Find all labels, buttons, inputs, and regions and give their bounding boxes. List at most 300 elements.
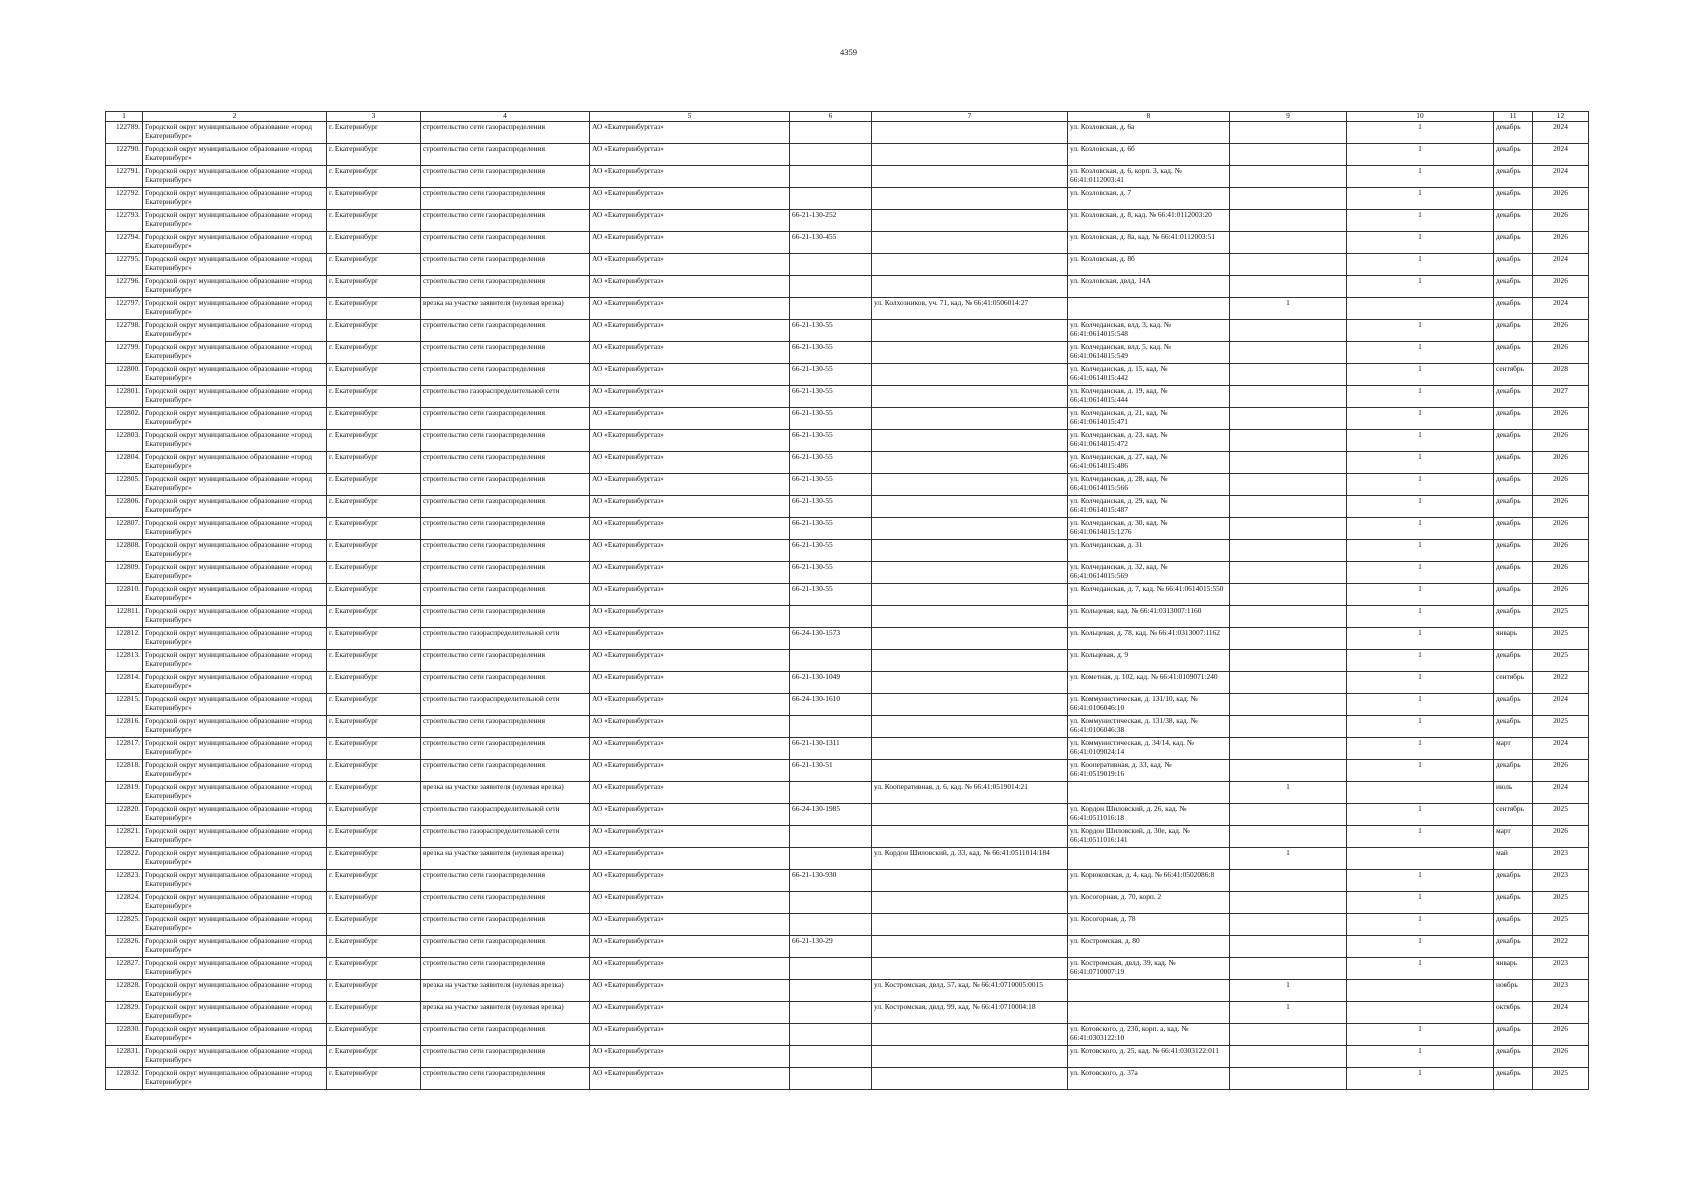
cell-row-number: 122790. — [106, 144, 143, 166]
cell-network-address: ул. Козловская, д. 7 — [1068, 188, 1230, 210]
table-row — [106, 1068, 1589, 1090]
cell-applicant-address — [872, 826, 1068, 848]
cell-permit-number — [790, 276, 872, 298]
cell-settlement: г. Екатеринбург — [327, 870, 421, 892]
cell-zero-tie-in-count — [1230, 870, 1347, 892]
cell-network-address: ул. Косогорная, д. 78 — [1068, 914, 1230, 936]
table-row — [106, 540, 1589, 562]
cell-network-address: ул. Козловская, д. 6, корп. 3, кад. № 66:41:0112003:41 — [1068, 166, 1230, 188]
column-header: 3 — [327, 112, 421, 122]
cell-applicant-address — [872, 628, 1068, 650]
cell-month: декабрь — [1494, 562, 1533, 584]
cell-network-count: 1 — [1347, 760, 1494, 782]
cell-year: 2026 — [1533, 408, 1589, 430]
cell-work-type: строительство сети газораспределения — [421, 232, 590, 254]
cell-municipality: Городской округ муниципальное образование «город Екатеринбург» — [143, 826, 327, 848]
cell-month: декабрь — [1494, 606, 1533, 628]
cell-permit-number: 66-21-130-55 — [790, 364, 872, 386]
cell-permit-number — [790, 914, 872, 936]
cell-network-address: ул. Колчеданская, д. 27, кад. № 66:41:0614015:486 — [1068, 452, 1230, 474]
cell-applicant-address — [872, 760, 1068, 782]
cell-network-address: ул. Кордон Шиловский, д. 30е, кад. № 66:41:0511016:141 — [1068, 826, 1230, 848]
cell-permit-number: 66-21-130-55 — [790, 562, 872, 584]
cell-zero-tie-in-count — [1230, 760, 1347, 782]
cell-applicant-address — [872, 1046, 1068, 1068]
cell-month: май — [1494, 848, 1533, 870]
cell-settlement: г. Екатеринбург — [327, 936, 421, 958]
cell-settlement: г. Екатеринбург — [327, 474, 421, 496]
cell-applicant-address — [872, 474, 1068, 496]
cell-permit-number: 66-21-130-55 — [790, 584, 872, 606]
table-row — [106, 386, 1589, 408]
cell-organization: АО «Екатеринбурггаз» — [590, 782, 790, 804]
cell-network-count: 1 — [1347, 958, 1494, 980]
cell-row-number: 122801. — [106, 386, 143, 408]
cell-organization: АО «Екатеринбурггаз» — [590, 1002, 790, 1024]
cell-municipality: Городской округ муниципальное образование «город Екатеринбург» — [143, 672, 327, 694]
cell-permit-number: 66-21-130-55 — [790, 408, 872, 430]
cell-year: 2023 — [1533, 870, 1589, 892]
cell-settlement: г. Екатеринбург — [327, 188, 421, 210]
column-header: 7 — [872, 112, 1068, 122]
cell-organization: АО «Екатеринбурггаз» — [590, 342, 790, 364]
table-row — [106, 804, 1589, 826]
cell-municipality: Городской округ муниципальное образование «город Екатеринбург» — [143, 540, 327, 562]
cell-network-address: ул. Котовского, д. 25, кад. № 66:41:0303122:011 — [1068, 1046, 1230, 1068]
cell-year: 2024 — [1533, 254, 1589, 276]
table-row — [106, 320, 1589, 342]
cell-zero-tie-in-count — [1230, 804, 1347, 826]
cell-municipality: Городской округ муниципальное образование «город Екатеринбург» — [143, 628, 327, 650]
cell-zero-tie-in-count: 1 — [1230, 298, 1347, 320]
cell-year: 2024 — [1533, 122, 1589, 144]
cell-zero-tie-in-count: 1 — [1230, 1002, 1347, 1024]
cell-permit-number — [790, 606, 872, 628]
cell-network-count — [1347, 298, 1494, 320]
cell-work-type: строительство сети газораспределения — [421, 408, 590, 430]
cell-settlement: г. Екатеринбург — [327, 958, 421, 980]
cell-applicant-address — [872, 738, 1068, 760]
cell-permit-number — [790, 1068, 872, 1090]
cell-year: 2025 — [1533, 1068, 1589, 1090]
cell-work-type: строительство сети газораспределения — [421, 562, 590, 584]
cell-month: декабрь — [1494, 1024, 1533, 1046]
cell-settlement: г. Екатеринбург — [327, 518, 421, 540]
column-header: 1 — [106, 112, 143, 122]
page-number: 4359 — [840, 47, 857, 57]
cell-organization: АО «Екатеринбурггаз» — [590, 826, 790, 848]
cell-work-type: строительство сети газораспределения — [421, 958, 590, 980]
cell-applicant-address — [872, 694, 1068, 716]
cell-permit-number — [790, 1024, 872, 1046]
cell-network-count: 1 — [1347, 188, 1494, 210]
cell-settlement: г. Екатеринбург — [327, 738, 421, 760]
cell-settlement: г. Екатеринбург — [327, 1046, 421, 1068]
cell-row-number: 122796. — [106, 276, 143, 298]
cell-permit-number — [790, 144, 872, 166]
cell-permit-number: 66-21-130-252 — [790, 210, 872, 232]
cell-applicant-address — [872, 562, 1068, 584]
cell-organization: АО «Екатеринбурггаз» — [590, 1068, 790, 1090]
cell-settlement: г. Екатеринбург — [327, 672, 421, 694]
cell-network-address: ул. Кольцевая, д. 78, кад. № 66:41:0313007:1162 — [1068, 628, 1230, 650]
cell-year: 2026 — [1533, 496, 1589, 518]
cell-work-type: строительство сети газораспределения — [421, 540, 590, 562]
registry-table — [105, 111, 1589, 1090]
cell-applicant-address — [872, 892, 1068, 914]
cell-year: 2023 — [1533, 848, 1589, 870]
cell-row-number: 122825. — [106, 914, 143, 936]
cell-network-address: ул. Козловская, двлд. 14А — [1068, 276, 1230, 298]
cell-network-count: 1 — [1347, 254, 1494, 276]
cell-row-number: 122819. — [106, 782, 143, 804]
cell-month: декабрь — [1494, 1068, 1533, 1090]
cell-settlement: г. Екатеринбург — [327, 430, 421, 452]
cell-network-count: 1 — [1347, 804, 1494, 826]
cell-year: 2025 — [1533, 914, 1589, 936]
cell-network-count: 1 — [1347, 386, 1494, 408]
table-row — [106, 430, 1589, 452]
cell-year: 2025 — [1533, 716, 1589, 738]
cell-permit-number: 66-21-130-55 — [790, 386, 872, 408]
cell-settlement: г. Екатеринбург — [327, 760, 421, 782]
cell-settlement: г. Екатеринбург — [327, 980, 421, 1002]
cell-organization: АО «Екатеринбурггаз» — [590, 210, 790, 232]
cell-organization: АО «Екатеринбурггаз» — [590, 760, 790, 782]
cell-permit-number: 66-21-130-55 — [790, 474, 872, 496]
cell-applicant-address — [872, 716, 1068, 738]
cell-year: 2024 — [1533, 694, 1589, 716]
column-header: 11 — [1494, 112, 1533, 122]
cell-network-address: ул. Кометная, д. 102, кад. № 66:41:0109071:240 — [1068, 672, 1230, 694]
cell-year: 2026 — [1533, 1024, 1589, 1046]
cell-permit-number — [790, 650, 872, 672]
cell-network-count — [1347, 782, 1494, 804]
cell-permit-number — [790, 122, 872, 144]
cell-municipality: Городской округ муниципальное образование «город Екатеринбург» — [143, 320, 327, 342]
cell-year: 2026 — [1533, 562, 1589, 584]
cell-month: декабрь — [1494, 694, 1533, 716]
cell-municipality: Городской округ муниципальное образование «город Екатеринбург» — [143, 144, 327, 166]
cell-network-address: ул. Колчеданская, д. 29, кад. № 66:41:0614015:487 — [1068, 496, 1230, 518]
cell-zero-tie-in-count — [1230, 210, 1347, 232]
cell-organization: АО «Екатеринбурггаз» — [590, 848, 790, 870]
cell-network-address: ул. Колчеданская, влд. 3, кад. № 66:41:0614015:548 — [1068, 320, 1230, 342]
cell-month: декабрь — [1494, 408, 1533, 430]
cell-organization: АО «Екатеринбурггаз» — [590, 694, 790, 716]
cell-network-count: 1 — [1347, 584, 1494, 606]
cell-zero-tie-in-count — [1230, 254, 1347, 276]
column-header: 10 — [1347, 112, 1494, 122]
cell-municipality: Городской округ муниципальное образование «город Екатеринбург» — [143, 958, 327, 980]
cell-year: 2028 — [1533, 364, 1589, 386]
cell-work-type: строительство сети газораспределения — [421, 672, 590, 694]
table-row — [106, 606, 1589, 628]
table-row — [106, 584, 1589, 606]
column-header: 6 — [790, 112, 872, 122]
cell-network-count — [1347, 980, 1494, 1002]
cell-municipality: Городской округ муниципальное образование «город Екатеринбург» — [143, 1024, 327, 1046]
table-row — [106, 496, 1589, 518]
cell-settlement: г. Екатеринбург — [327, 122, 421, 144]
table-row — [106, 408, 1589, 430]
cell-network-address: ул. Коммунистическая, д. 131/38, кад. № 66:41:0106046:38 — [1068, 716, 1230, 738]
cell-applicant-address — [872, 584, 1068, 606]
cell-zero-tie-in-count — [1230, 694, 1347, 716]
cell-settlement: г. Екатеринбург — [327, 166, 421, 188]
table-row — [106, 628, 1589, 650]
cell-organization: АО «Екатеринбурггаз» — [590, 936, 790, 958]
cell-permit-number — [790, 782, 872, 804]
cell-month: декабрь — [1494, 870, 1533, 892]
cell-network-address: ул. Колчеданская, д. 15, кад. № 66:41:0614015:442 — [1068, 364, 1230, 386]
cell-work-type: врезка на участке заявителя (нулевая врезка) — [421, 1002, 590, 1024]
cell-organization: АО «Екатеринбурггаз» — [590, 122, 790, 144]
cell-row-number: 122827. — [106, 958, 143, 980]
cell-municipality: Городской округ муниципальное образование «город Екатеринбург» — [143, 584, 327, 606]
cell-municipality: Городской округ муниципальное образование «город Екатеринбург» — [143, 364, 327, 386]
column-header: 9 — [1230, 112, 1347, 122]
cell-permit-number — [790, 1046, 872, 1068]
cell-work-type: строительство сети газораспределения — [421, 276, 590, 298]
cell-work-type: врезка на участке заявителя (нулевая врезка) — [421, 980, 590, 1002]
cell-permit-number: 66-21-130-55 — [790, 540, 872, 562]
cell-year: 2026 — [1533, 1046, 1589, 1068]
cell-month: март — [1494, 826, 1533, 848]
cell-municipality: Городской округ муниципальное образование «город Екатеринбург» — [143, 914, 327, 936]
cell-month: январь — [1494, 628, 1533, 650]
cell-zero-tie-in-count — [1230, 936, 1347, 958]
cell-month: декабрь — [1494, 496, 1533, 518]
cell-network-address — [1068, 1002, 1230, 1024]
table-row — [106, 188, 1589, 210]
cell-row-number: 122813. — [106, 650, 143, 672]
cell-organization: АО «Екатеринбурггаз» — [590, 320, 790, 342]
table-row — [106, 694, 1589, 716]
cell-municipality: Городской округ муниципальное образование «город Екатеринбург» — [143, 760, 327, 782]
table-row — [106, 474, 1589, 496]
cell-work-type: строительство сети газораспределения — [421, 122, 590, 144]
cell-month: декабрь — [1494, 320, 1533, 342]
table-row — [106, 298, 1589, 320]
cell-month: декабрь — [1494, 188, 1533, 210]
cell-zero-tie-in-count: 1 — [1230, 848, 1347, 870]
cell-work-type: строительство сети газораспределения — [421, 496, 590, 518]
cell-zero-tie-in-count — [1230, 342, 1347, 364]
cell-permit-number — [790, 716, 872, 738]
cell-settlement: г. Екатеринбург — [327, 650, 421, 672]
cell-applicant-address — [872, 210, 1068, 232]
cell-network-address: ул. Козловская, д. 8а, кад. № 66:41:0112003:51 — [1068, 232, 1230, 254]
cell-year: 2025 — [1533, 892, 1589, 914]
cell-network-count: 1 — [1347, 540, 1494, 562]
cell-work-type: строительство сети газораспределения — [421, 738, 590, 760]
cell-permit-number — [790, 298, 872, 320]
cell-work-type: строительство сети газораспределения — [421, 430, 590, 452]
cell-municipality: Городской округ муниципальное образование «город Екатеринбург» — [143, 188, 327, 210]
cell-month: декабрь — [1494, 650, 1533, 672]
cell-zero-tie-in-count — [1230, 166, 1347, 188]
cell-year: 2026 — [1533, 276, 1589, 298]
cell-municipality: Городской округ муниципальное образование «город Екатеринбург» — [143, 386, 327, 408]
cell-month: март — [1494, 738, 1533, 760]
cell-network-count: 1 — [1347, 1046, 1494, 1068]
cell-applicant-address — [872, 144, 1068, 166]
cell-organization: АО «Екатеринбурггаз» — [590, 298, 790, 320]
table-row — [106, 1002, 1589, 1024]
cell-month: декабрь — [1494, 716, 1533, 738]
cell-work-type: строительство сети газораспределения — [421, 892, 590, 914]
cell-network-count: 1 — [1347, 914, 1494, 936]
cell-row-number: 122823. — [106, 870, 143, 892]
cell-zero-tie-in-count — [1230, 386, 1347, 408]
cell-network-address: ул. Кольцевая, д. 9 — [1068, 650, 1230, 672]
cell-row-number: 122795. — [106, 254, 143, 276]
cell-network-address: ул. Колчеданская, д. 7, кад. № 66:41:0614015:550 — [1068, 584, 1230, 606]
cell-municipality: Городской округ муниципальное образование «город Екатеринбург» — [143, 254, 327, 276]
cell-municipality: Городской округ муниципальное образование «город Екатеринбург» — [143, 408, 327, 430]
cell-applicant-address — [872, 936, 1068, 958]
cell-row-number: 122812. — [106, 628, 143, 650]
table-row — [106, 980, 1589, 1002]
cell-network-address: ул. Колчеданская, д. 28, кад. № 66:41:0614015:566 — [1068, 474, 1230, 496]
cell-year: 2024 — [1533, 1002, 1589, 1024]
cell-municipality: Городской округ муниципальное образование «город Екатеринбург» — [143, 804, 327, 826]
cell-settlement: г. Екатеринбург — [327, 694, 421, 716]
cell-row-number: 122802. — [106, 408, 143, 430]
cell-permit-number: 66-24-130-1610 — [790, 694, 872, 716]
cell-network-count: 1 — [1347, 474, 1494, 496]
cell-settlement: г. Екатеринбург — [327, 144, 421, 166]
cell-year: 2024 — [1533, 144, 1589, 166]
cell-organization: АО «Екатеринбурггаз» — [590, 254, 790, 276]
cell-year: 2026 — [1533, 452, 1589, 474]
cell-organization: АО «Екатеринбурггаз» — [590, 540, 790, 562]
cell-work-type: строительство сети газораспределения — [421, 650, 590, 672]
cell-applicant-address — [872, 804, 1068, 826]
cell-work-type: строительство сети газораспределения — [421, 144, 590, 166]
cell-zero-tie-in-count — [1230, 826, 1347, 848]
cell-zero-tie-in-count — [1230, 716, 1347, 738]
cell-applicant-address — [872, 914, 1068, 936]
cell-row-number: 122808. — [106, 540, 143, 562]
cell-municipality: Городской округ муниципальное образование «город Екатеринбург» — [143, 936, 327, 958]
cell-settlement: г. Екатеринбург — [327, 584, 421, 606]
cell-row-number: 122832. — [106, 1068, 143, 1090]
cell-year: 2026 — [1533, 760, 1589, 782]
cell-municipality: Городской округ муниципальное образование «город Екатеринбург» — [143, 276, 327, 298]
cell-settlement: г. Екатеринбург — [327, 1068, 421, 1090]
cell-permit-number — [790, 254, 872, 276]
cell-work-type: строительство сети газораспределения — [421, 210, 590, 232]
cell-organization: АО «Екатеринбурггаз» — [590, 1024, 790, 1046]
cell-year: 2024 — [1533, 166, 1589, 188]
cell-row-number: 122809. — [106, 562, 143, 584]
cell-year: 2024 — [1533, 782, 1589, 804]
cell-month: декабрь — [1494, 232, 1533, 254]
cell-organization: АО «Екатеринбурггаз» — [590, 958, 790, 980]
cell-year: 2026 — [1533, 188, 1589, 210]
cell-municipality: Городской округ муниципальное образование «город Екатеринбург» — [143, 210, 327, 232]
cell-municipality: Городской округ муниципальное образование «город Екатеринбург» — [143, 1068, 327, 1090]
cell-network-address — [1068, 298, 1230, 320]
cell-network-address: ул. Кольцевая, кад. № 66:41:0313007:1160 — [1068, 606, 1230, 628]
cell-zero-tie-in-count — [1230, 672, 1347, 694]
cell-applicant-address — [872, 650, 1068, 672]
cell-row-number: 122818. — [106, 760, 143, 782]
cell-year: 2026 — [1533, 430, 1589, 452]
cell-applicant-address — [872, 320, 1068, 342]
cell-month: декабрь — [1494, 540, 1533, 562]
cell-applicant-address — [872, 958, 1068, 980]
cell-network-address: ул. Козловская, д. 6б — [1068, 144, 1230, 166]
cell-organization: АО «Екатеринбурггаз» — [590, 672, 790, 694]
cell-applicant-address — [872, 870, 1068, 892]
cell-network-address: ул. Козловская, д. 6а — [1068, 122, 1230, 144]
table-row — [106, 342, 1589, 364]
column-header: 12 — [1533, 112, 1589, 122]
cell-network-count: 1 — [1347, 1024, 1494, 1046]
cell-work-type: строительство сети газораспределения — [421, 474, 590, 496]
table-row — [106, 232, 1589, 254]
cell-municipality: Городской округ муниципальное образование «город Екатеринбург» — [143, 980, 327, 1002]
cell-row-number: 122828. — [106, 980, 143, 1002]
cell-permit-number: 66-21-130-29 — [790, 936, 872, 958]
cell-zero-tie-in-count — [1230, 496, 1347, 518]
cell-municipality: Городской округ муниципальное образование «город Екатеринбург» — [143, 496, 327, 518]
table-row — [106, 760, 1589, 782]
cell-municipality: Городской округ муниципальное образование «город Екатеринбург» — [143, 716, 327, 738]
cell-applicant-address — [872, 364, 1068, 386]
cell-organization: АО «Екатеринбурггаз» — [590, 980, 790, 1002]
cell-network-address: ул. Котовского, д. 37а — [1068, 1068, 1230, 1090]
cell-zero-tie-in-count — [1230, 320, 1347, 342]
table-row — [106, 782, 1589, 804]
cell-settlement: г. Екатеринбург — [327, 848, 421, 870]
cell-network-address: ул. Коммунистическая, д. 131/10, кад. № 66:41:0106046:10 — [1068, 694, 1230, 716]
cell-row-number: 122822. — [106, 848, 143, 870]
cell-permit-number: 66-21-130-930 — [790, 870, 872, 892]
cell-applicant-address — [872, 386, 1068, 408]
cell-zero-tie-in-count — [1230, 474, 1347, 496]
cell-work-type: строительство сети газораспределения — [421, 452, 590, 474]
cell-network-count: 1 — [1347, 562, 1494, 584]
cell-settlement: г. Екатеринбург — [327, 606, 421, 628]
cell-year: 2026 — [1533, 320, 1589, 342]
cell-network-count: 1 — [1347, 936, 1494, 958]
cell-zero-tie-in-count: 1 — [1230, 980, 1347, 1002]
cell-organization: АО «Екатеринбурггаз» — [590, 386, 790, 408]
cell-month: декабрь — [1494, 914, 1533, 936]
cell-month: декабрь — [1494, 342, 1533, 364]
cell-month: декабрь — [1494, 936, 1533, 958]
cell-row-number: 122797. — [106, 298, 143, 320]
cell-row-number: 122794. — [106, 232, 143, 254]
cell-settlement: г. Екатеринбург — [327, 540, 421, 562]
cell-row-number: 122803. — [106, 430, 143, 452]
cell-municipality: Городской округ муниципальное образование «город Екатеринбург» — [143, 342, 327, 364]
cell-year: 2027 — [1533, 386, 1589, 408]
cell-work-type: строительство сети газораспределения — [421, 716, 590, 738]
cell-row-number: 122806. — [106, 496, 143, 518]
cell-network-address: ул. Колчеданская, д. 31 — [1068, 540, 1230, 562]
cell-year: 2025 — [1533, 628, 1589, 650]
cell-permit-number: 66-21-130-1049 — [790, 672, 872, 694]
cell-month: декабрь — [1494, 474, 1533, 496]
cell-year: 2024 — [1533, 738, 1589, 760]
column-header: 2 — [143, 112, 327, 122]
cell-network-count: 1 — [1347, 826, 1494, 848]
